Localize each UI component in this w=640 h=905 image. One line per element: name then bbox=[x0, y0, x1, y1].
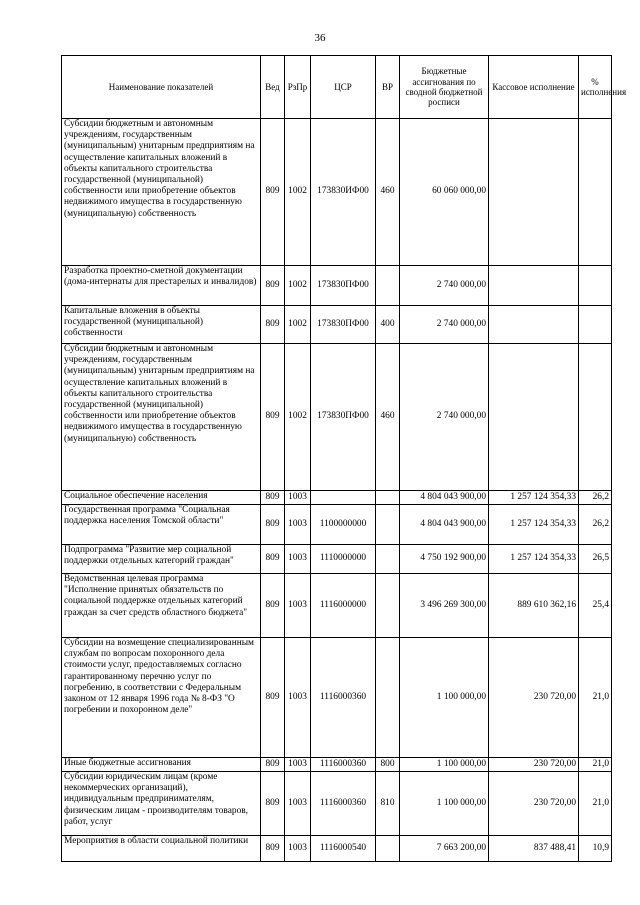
header-percent: % исполнения bbox=[579, 56, 612, 119]
table-row bbox=[62, 574, 612, 638]
page-number: 36 bbox=[314, 32, 326, 44]
table-row bbox=[62, 344, 612, 491]
row-executed: 1 257 124 354,33 bbox=[489, 545, 579, 574]
row-assigned: 7 663 200,00 bbox=[400, 836, 489, 862]
row-assigned: 3 496 269 300,00 bbox=[400, 574, 489, 638]
row-vr: 460 bbox=[376, 344, 400, 491]
row-percent: 21,0 bbox=[579, 638, 612, 758]
row-csr: 1116000540 bbox=[311, 836, 376, 862]
row-vr bbox=[376, 836, 400, 862]
row-csr: 173830ПФ00 bbox=[311, 344, 376, 491]
row-assigned: 4 804 043 900,00 bbox=[400, 491, 489, 505]
table-row bbox=[62, 306, 612, 344]
row-executed: 230 720,00 bbox=[489, 638, 579, 758]
row-percent: 10,9 bbox=[579, 836, 612, 862]
row-name: Ведомственная целевая программа "Исполнение принятых обязательств по социальной поддержке отдельных категорий граждан за счет средств областного бюджета" bbox=[62, 574, 261, 638]
table-row bbox=[62, 772, 612, 836]
row-csr: 1110000000 bbox=[311, 545, 376, 574]
row-rzpr: 1003 bbox=[285, 772, 311, 836]
row-csr: 1116000000 bbox=[311, 574, 376, 638]
row-rzpr: 1003 bbox=[285, 836, 311, 862]
row-rzpr: 1002 bbox=[285, 306, 311, 344]
row-percent: 25,4 bbox=[579, 574, 612, 638]
row-rzpr: 1002 bbox=[285, 344, 311, 491]
row-percent: 21,0 bbox=[579, 772, 612, 836]
row-name: Субсидии юридическим лицам (кроме некоммерческих организаций), индивидуальным предпринимателям, физическим лицам - производителям товаров, работ, услуг bbox=[62, 772, 261, 836]
row-csr: 173830ПФ00 bbox=[311, 266, 376, 306]
row-executed: 1 257 124 354,33 bbox=[489, 491, 579, 505]
table-header-row bbox=[62, 56, 612, 119]
row-ved: 809 bbox=[261, 758, 285, 772]
row-executed bbox=[489, 306, 579, 344]
row-ved: 809 bbox=[261, 266, 285, 306]
table-row bbox=[62, 266, 612, 306]
row-csr: 1100000000 bbox=[311, 505, 376, 545]
budget-table bbox=[61, 55, 627, 862]
header-executed: Кассовое исполнение bbox=[489, 56, 579, 119]
row-executed bbox=[489, 266, 579, 306]
header-csr: ЦСР bbox=[311, 56, 376, 119]
header-vr: ВР bbox=[376, 56, 400, 119]
table-row bbox=[62, 505, 612, 545]
row-assigned: 1 100 000,00 bbox=[400, 758, 489, 772]
row-name: Социальное обеспечение населения bbox=[62, 491, 261, 505]
row-executed bbox=[489, 344, 579, 491]
table-row bbox=[62, 119, 612, 266]
row-percent bbox=[579, 119, 612, 266]
row-vr: 800 bbox=[376, 758, 400, 772]
row-assigned: 2 740 000,00 bbox=[400, 344, 489, 491]
row-vr bbox=[376, 638, 400, 758]
row-name: Иные бюджетные ассигнования bbox=[62, 758, 261, 772]
row-rzpr: 1002 bbox=[285, 266, 311, 306]
row-rzpr: 1003 bbox=[285, 638, 311, 758]
row-percent bbox=[579, 306, 612, 344]
row-assigned: 2 740 000,00 bbox=[400, 266, 489, 306]
row-csr bbox=[311, 491, 376, 505]
row-rzpr: 1003 bbox=[285, 491, 311, 505]
row-executed: 1 257 124 354,33 bbox=[489, 505, 579, 545]
row-percent: 26,2 bbox=[579, 505, 612, 545]
row-vr: 460 bbox=[376, 119, 400, 266]
row-vr bbox=[376, 266, 400, 306]
row-rzpr: 1002 bbox=[285, 119, 311, 266]
row-percent bbox=[579, 266, 612, 306]
row-ved: 809 bbox=[261, 119, 285, 266]
row-rzpr: 1003 bbox=[285, 574, 311, 638]
row-name: Субсидии на возмещение специализированным службам по вопросам похоронного дела стоимости услуг, предоставляемых согласно гарантированному перечню услуг по погребению, в соответствии с Федеральным законом от 12 января 1996 года № 8-ФЗ "О погребении и похоронном деле" bbox=[62, 638, 261, 758]
row-csr: 173830ИФ00 bbox=[311, 119, 376, 266]
row-ved: 809 bbox=[261, 545, 285, 574]
row-executed: 230 720,00 bbox=[489, 758, 579, 772]
row-assigned: 60 060 000,00 bbox=[400, 119, 489, 266]
row-executed bbox=[489, 119, 579, 266]
row-executed: 230 720,00 bbox=[489, 772, 579, 836]
row-csr: 1116000360 bbox=[311, 758, 376, 772]
header-rzpr: РзПр bbox=[285, 56, 311, 119]
table-row bbox=[62, 836, 612, 862]
row-assigned: 1 100 000,00 bbox=[400, 772, 489, 836]
row-name: Капитальные вложения в объекты государственной (муниципальной) собственности bbox=[62, 306, 261, 344]
row-percent: 21,0 bbox=[579, 758, 612, 772]
row-executed: 889 610 362,16 bbox=[489, 574, 579, 638]
row-percent: 26,5 bbox=[579, 545, 612, 574]
row-name: Государственная программа "Социальная поддержка населения Томской области" bbox=[62, 505, 261, 545]
row-percent: 26,2 bbox=[579, 491, 612, 505]
row-ved: 809 bbox=[261, 491, 285, 505]
table-row bbox=[62, 638, 612, 758]
header-ved: Вед bbox=[261, 56, 285, 119]
row-ved: 809 bbox=[261, 344, 285, 491]
row-name: Субсидии бюджетным и автономным учреждениям, государственным (муниципальным) унитарным предприятиям на осуществление капитальных вложений в объекты капитального строительства государственной (муниципальной) собственности или приобретение объектов недвижимого имущества в государственную (муниципальную) собственность bbox=[62, 344, 261, 491]
row-csr: 1116000360 bbox=[311, 638, 376, 758]
row-vr bbox=[376, 574, 400, 638]
header-assigned: Бюджетные ассигнования по сводной бюджетной росписи bbox=[400, 56, 489, 119]
row-ved: 809 bbox=[261, 772, 285, 836]
row-name: Разработка проектно-сметной документации (дома-интернаты для престарелых и инвалидов) bbox=[62, 266, 261, 306]
table-row bbox=[62, 491, 612, 505]
row-assigned: 4 804 043 900,00 bbox=[400, 505, 489, 545]
row-vr bbox=[376, 505, 400, 545]
row-ved: 809 bbox=[261, 306, 285, 344]
header-name: Наименование показателей bbox=[62, 56, 261, 119]
row-rzpr: 1003 bbox=[285, 545, 311, 574]
row-name: Подпрограмма "Развитие мер социальной поддержки отдельных категорий граждан" bbox=[62, 545, 261, 574]
row-rzpr: 1003 bbox=[285, 505, 311, 545]
row-assigned: 2 740 000,00 bbox=[400, 306, 489, 344]
row-vr: 400 bbox=[376, 306, 400, 344]
row-ved: 809 bbox=[261, 836, 285, 862]
row-vr: 810 bbox=[376, 772, 400, 836]
row-csr: 1116000360 bbox=[311, 772, 376, 836]
row-assigned: 4 750 192 900,00 bbox=[400, 545, 489, 574]
row-vr bbox=[376, 545, 400, 574]
row-ved: 809 bbox=[261, 638, 285, 758]
row-rzpr: 1003 bbox=[285, 758, 311, 772]
row-ved: 809 bbox=[261, 505, 285, 545]
row-assigned: 1 100 000,00 bbox=[400, 638, 489, 758]
row-executed: 837 488,41 bbox=[489, 836, 579, 862]
row-csr: 173830ПФ00 bbox=[311, 306, 376, 344]
row-vr bbox=[376, 491, 400, 505]
row-name: Субсидии бюджетным и автономным учреждениям, государственным (муниципальным) унитарным предприятиям на осуществление капитальных вложений в объекты капитального строительства государственной (муниципальной) собственности или приобретение объектов недвижимого имущества в государственную (муниципальную) собственность bbox=[62, 119, 261, 266]
row-ved: 809 bbox=[261, 574, 285, 638]
row-percent bbox=[579, 344, 612, 491]
row-name: Мероприятия в области социальной политики bbox=[62, 836, 261, 862]
table-row bbox=[62, 758, 612, 772]
table-row bbox=[62, 545, 612, 574]
